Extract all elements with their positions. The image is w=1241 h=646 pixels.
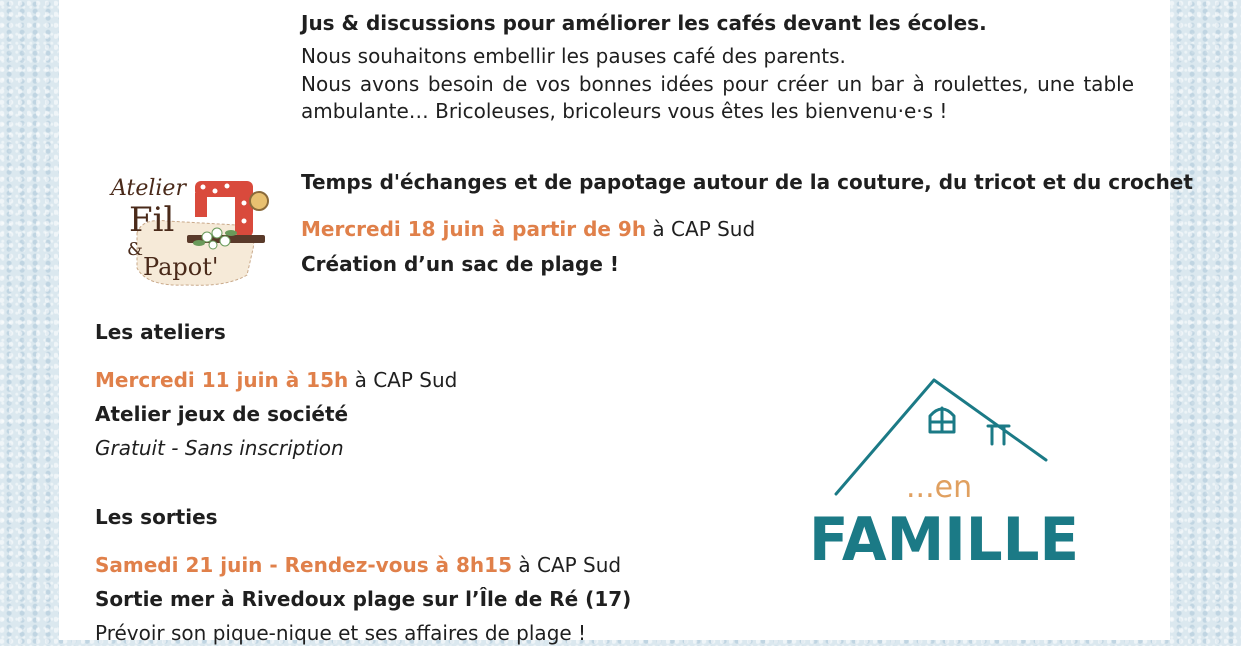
atelier-fil-papot-logo	[107, 163, 282, 293]
atelier-fil-activity: Création d’un sac de plage !	[301, 252, 620, 276]
ateliers-note: Gratuit - Sans inscription	[95, 436, 344, 460]
sorties-heading: Les sorties	[95, 505, 218, 529]
sorties-place: à CAP Sud	[512, 553, 622, 577]
logo-text-en: ...en	[906, 470, 973, 505]
en-famille-logo	[804, 372, 1089, 572]
atelier-fil-date-line	[301, 216, 755, 242]
ateliers-heading: Les ateliers	[95, 320, 226, 344]
atelier-fil-date: Mercredi 18 juin à partir de 9h	[301, 217, 647, 241]
sorties-activity: Sortie mer à Rivedoux plage sur l’Île de Ré (17)	[95, 587, 632, 611]
logo-text-atelier: Atelier	[111, 176, 186, 201]
ateliers-activity: Atelier jeux de société	[95, 402, 349, 426]
document-page	[59, 0, 1193, 645]
logo-text-fil: Fil	[129, 200, 175, 240]
cafe-line-1: Nous souhaitons embellir les pauses café des parents.	[301, 44, 846, 68]
ateliers-place: à CAP Sud	[348, 368, 458, 392]
cafe-title: Jus & discussions pour améliorer les cafés devant les écoles.	[301, 11, 987, 35]
logo-text-famille: FAMILLE	[809, 505, 1079, 572]
cafe-line-2: Nous avons besoin de vos bonnes idées pour créer un bar à roulettes, une table ambulante… Bricoleuses, bricoleurs vous êtes les bienvenu·e·s !	[301, 72, 1134, 123]
sorties-note: Prévoir son pique-nique et ses affaires de plage !	[95, 621, 587, 645]
ateliers-date-line	[95, 367, 457, 393]
ateliers-date: Mercredi 11 juin à 15h	[95, 368, 349, 392]
sorties-date: Samedi 21 juin - Rendez-vous à 8h15	[95, 553, 513, 577]
logo-text-amp: &	[127, 239, 144, 260]
atelier-fil-title: Temps d'échanges et de papotage autour de la couture, du tricot et du crochet	[301, 170, 1193, 194]
sorties-date-line	[95, 552, 621, 578]
logo-text-papot: Papot'	[143, 253, 219, 281]
atelier-fil-place: à CAP Sud	[646, 217, 756, 241]
